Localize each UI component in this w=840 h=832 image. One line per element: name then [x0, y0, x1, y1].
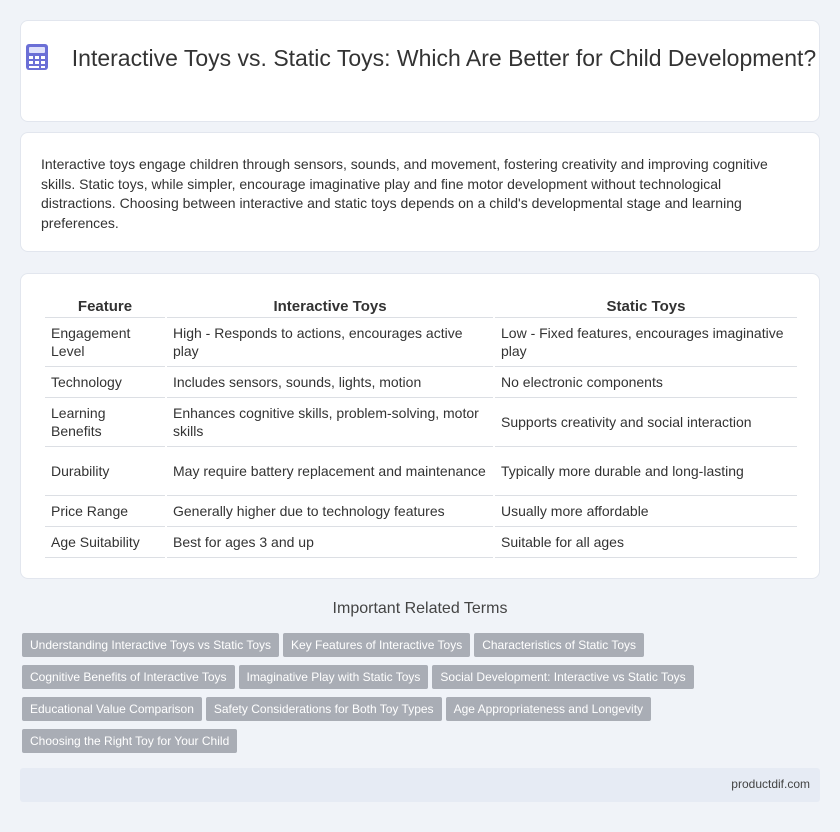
table-cell: Learning Benefits [45, 398, 165, 447]
table-header-row [45, 296, 797, 318]
page-title: Interactive Toys vs. Static Toys: Which Are Better for Child Development? [71, 45, 817, 71]
tag-choosing-right-toy[interactable]: Choosing the Right Toy for Your Child [22, 729, 237, 753]
intro-card [20, 132, 820, 252]
table-cell: Technology [45, 367, 165, 398]
table-cell: Includes sensors, sounds, lights, motion [167, 367, 493, 398]
tag-understanding-interactive-vs-static[interactable]: Understanding Interactive Toys vs Static Toys [22, 633, 279, 657]
tag-age-appropriateness[interactable]: Age Appropriateness and Longevity [446, 697, 651, 721]
footer [20, 768, 820, 802]
table-cell: Best for ages 3 and up [167, 527, 493, 558]
table-cell: Typically more durable and long-lasting [495, 447, 797, 496]
tag-key-features-interactive[interactable]: Key Features of Interactive Toys [283, 633, 470, 657]
table-cell: Low - Fixed features, encourages imaginative play [495, 318, 797, 367]
header-feature: Feature [45, 296, 165, 318]
table-row [45, 527, 797, 558]
table-cell: Engagement Level [45, 318, 165, 367]
tag-safety-considerations[interactable]: Safety Considerations for Both Toy Types [206, 697, 442, 721]
table-row [45, 496, 797, 527]
table-cell: Age Suitability [45, 527, 165, 558]
table-row [45, 447, 797, 496]
table-row [45, 367, 797, 398]
tag-social-development[interactable]: Social Development: Interactive vs Static Toys [432, 665, 693, 689]
table-cell: Generally higher due to technology features [167, 496, 493, 527]
header-static: Static Toys [495, 296, 797, 318]
table-cell: High - Responds to actions, encourages active play [167, 318, 493, 367]
related-terms-title: Important Related Terms [332, 600, 508, 617]
header-card [20, 20, 820, 122]
table-cell: Enhances cognitive skills, problem-solving, motor skills [167, 398, 493, 447]
title-wrap [21, 43, 819, 73]
footer-site-link[interactable]: productdif.com [731, 777, 810, 791]
table-row [45, 318, 797, 367]
tag-characteristics-static[interactable]: Characteristics of Static Toys [474, 633, 644, 657]
calculator-icon [24, 43, 50, 71]
comparison-card [20, 273, 820, 579]
table-cell: Suitable for all ages [495, 527, 797, 558]
intro-text: Interactive toys engage children through sensors, sounds, and movement, fostering creativity and improving cognitive skills. Static toys, while simpler, encourage imaginative play and fine motor development without technological distractions. Choosing between interactive and static toys depends on a child's developmental stage and learning preferences. [41, 156, 768, 231]
table-cell: May require battery replacement and maintenance [167, 447, 493, 496]
related-terms-tags [22, 633, 812, 761]
header-interactive: Interactive Toys [167, 296, 493, 318]
table-cell: Usually more affordable [495, 496, 797, 527]
table-cell: Durability [45, 447, 165, 496]
table-cell: No electronic components [495, 367, 797, 398]
tag-imaginative-play[interactable]: Imaginative Play with Static Toys [239, 665, 429, 689]
comparison-table [43, 296, 799, 558]
tag-cognitive-benefits[interactable]: Cognitive Benefits of Interactive Toys [22, 665, 235, 689]
tag-educational-value[interactable]: Educational Value Comparison [22, 697, 202, 721]
table-cell: Price Range [45, 496, 165, 527]
table-row [45, 398, 797, 447]
table-cell: Supports creativity and social interaction [495, 398, 797, 447]
